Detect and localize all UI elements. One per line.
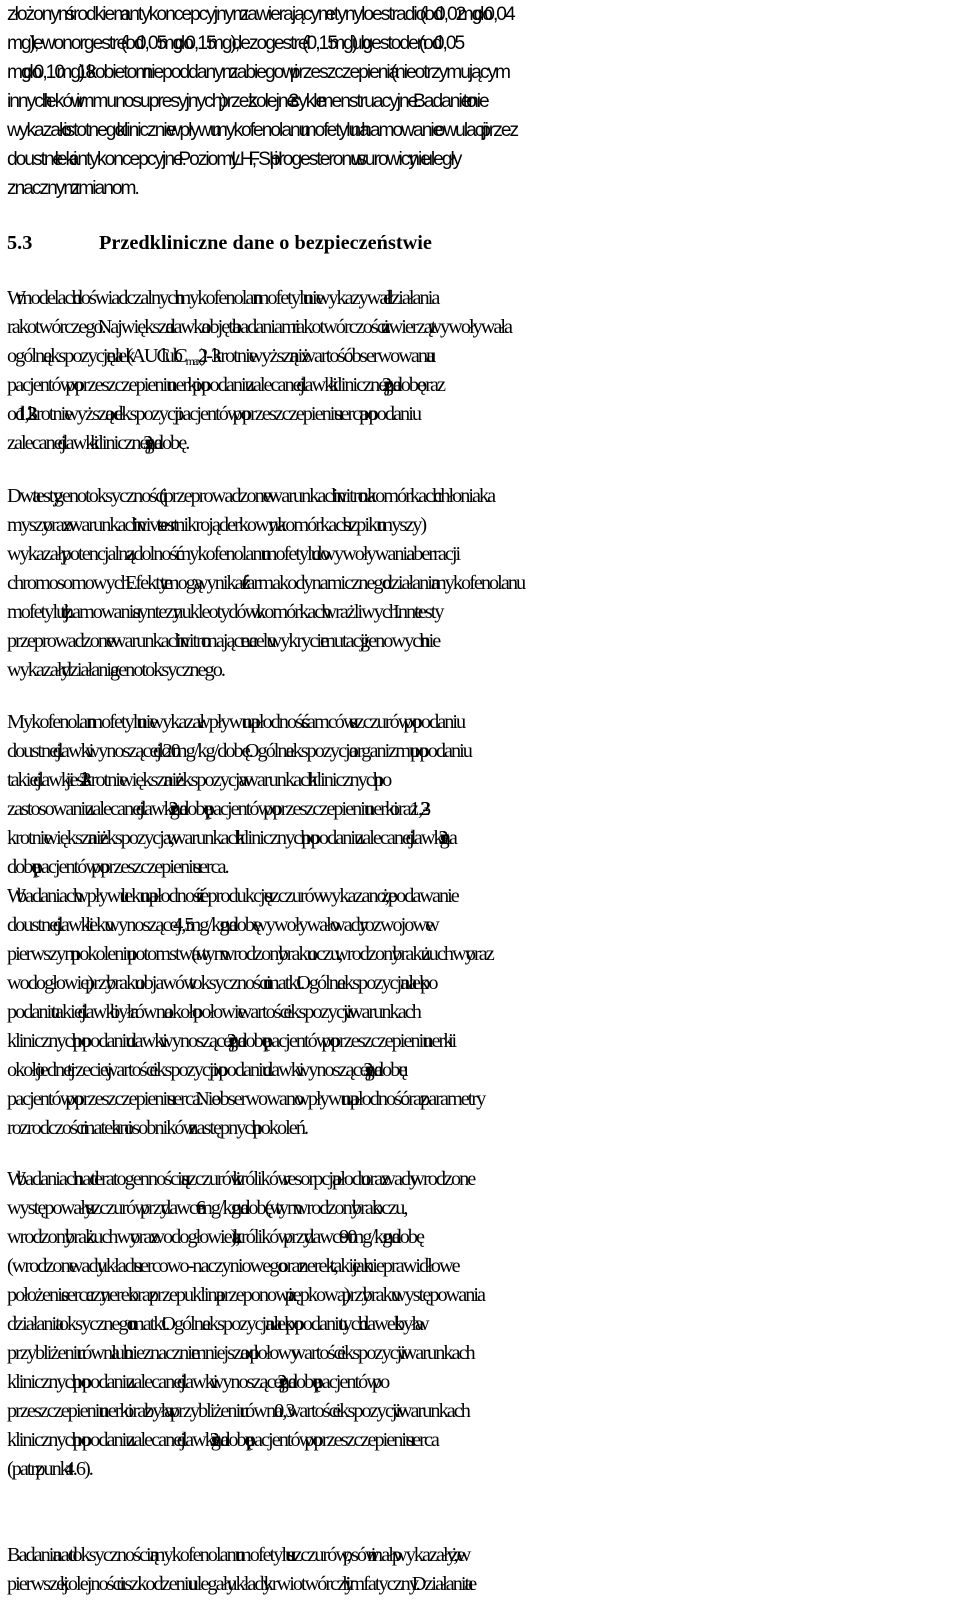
paragraph-reproduction [7,882,955,1143]
text-line: położenie serca czy nerek oraz przepuklina przeponowa i pępkowa) przy braku występowania [7,1284,485,1306]
text-line: krotnie większa niż ekspozycja, w warunkach klinicznych po podaniu zalecanej dawki 3 g na [7,827,456,849]
text-line: pierwszej kolejności uszkodzeniu ulegały układy krwiotwórczy i limfatyczny. Działania te [7,1573,476,1595]
text-line: Badania nad toksycznością mykofenolanu mofetylu u szczurów, psów i małp wykazały, że w [7,1544,470,1566]
text-line: wykazały działania genotoksycznego. [7,659,224,681]
text-line: pierwszym pokoleniu potomstwa (w tym wrodzony braku oczu, wrodzony braku żuchwy oraz [7,943,493,965]
text-line: innych leków immunosupresyjnych) przez kolejne 3 cykle menstruacyjne. Badanie to nie [7,91,488,112]
text-fragment: ogólną ekspozycję na lek (AUC lub C [7,345,186,367]
text-line: Dwa testy genotoksyczności (przeprowadzone w warunkach in vitro na komórkach chłoniaka [7,485,495,507]
text-line: przeszczepieniu nerki oraz była w przybliżeniu równa 0,3 wartości ekspozycji w warunkach [7,1400,469,1422]
paragraph-fertility [7,708,955,882]
text-line: od 1,3 - 2 krotnie wyższą od ekspozycji pacjentów po przeszczepieniu serca po podaniu [7,403,420,425]
text-line: wrodzony brak żuchwy oraz wodogłowie), a u królików przy dawce 90 mg/kg na dobę [7,1226,424,1248]
text-fragment: ) 2-3 krotnie wyższą niż wartość obserwowana u [200,345,435,367]
text-line: mofetylu, tj. z hamowania syntezy nukleotydów w komórkach wrażliwych. Inne testy [7,601,443,623]
text-line: (wrodzone wady układu sercowo-naczyniowego oraz nerek, takie jak nieprawidłowe [7,1255,459,1277]
subscript-max: max [185,354,201,368]
text-line: W modelach doświadczalnych mykofenolan mofetylu nie wykazywał działania [7,287,439,309]
section-heading [7,229,432,258]
text-line: rakotwórczego. Największa dawka objęta badaniami rakotwórczości u zwierząt wywoływała [7,316,512,338]
text-line: pacjentów po przeszczepieniu serca. Nie obserwowano wpływu na płodność oraz parametry [7,1088,485,1110]
text-line: doustnej dawki wynoszącej do 20 mg/kg/dobę. Ogólna ekspozycja organizmu po podaniu [7,740,471,762]
section-title: Przedkliniczne dane o bezpieczeństwie [99,232,432,254]
text-line: mg), lewonorgestrel (od 0,05 mg do 0,15 mg), dezogestrel (0,15 mg) lub gestoden (od 0,05 [7,33,464,54]
text-line: Mykofenolan mofetylu nie wykazał wpływu na płodność samców u szczurów po podaniu [7,711,465,733]
section-number: 5.3 [7,232,33,254]
text-line: rozrodczości matek ani osobników z następnych pokoleń. [7,1117,308,1139]
text-line: mg do 0,10 mg) 18 kobietom niepoddanym zabiegowi przeszczepienia (nieotrzymującym [7,62,510,83]
text-line: takiej dawki jest 2 – 3 krotnie większa niż ekspozycja w warunkach klinicznych po [7,769,391,791]
text-line: W badaniach nad teratogennością u szczurów i królików resorpcja płodu oraz wady wrodzone [7,1168,475,1190]
text-line: wykazało istotnego klinicznie wpływu mykofenolanu mofetylu na hamowanie owulacji przez [7,120,518,141]
text-line: klinicznych po podaniu zalecanej dawki wynoszącej 2 g na dobę u pacjentów po [7,1371,389,1393]
text-line: wykazały potencjalną zdolność mykofenolanu mofetylu do wywoływania aberracji [7,543,460,565]
text-line: około jednej trzeciej wartości ekspozycji po podaniu dawki wynoszącej 3 g na dobę u [7,1059,407,1081]
paragraph-toxicity [7,1541,955,1599]
text-line: klinicznych po podaniu dawki wynoszącej 2 g na dobę u pacjentów po przeszczepieniu nerki i [7,1030,452,1052]
text-line: przybliżeniu równa lub nieznacznie mniejsza od połowy wartości ekspozycji w warunkach [7,1342,474,1364]
text-line: przeprowadzone w warunkach in vitro mające na celu wykrycie mutacji genowych nie [7,630,440,652]
paragraph-genotoxicity [7,482,955,685]
text-line: myszy oraz w warunkach in vivo - test mikrojąderkowy na komórkach szpiku myszy) [7,514,426,536]
text-line: dobę u pacjentów po przeszczepieniu serca. [7,856,228,878]
text-line: podaniu takiej dawki była równa około połowie wartości ekspozycji w warunkach [7,1001,420,1023]
text-line: znacznym zmianom. [7,178,138,199]
text-line: działania toksycznego u matki. Ogólna ekspozycja na lek po podaniu tych dawek była w [7,1313,428,1335]
text-line: wodogłowie) przy braku objawów toksyczności u matki. Ogólna ekspozycja na lek po [7,972,437,994]
text-line: W badaniach wpływu leku na płodność i reprodukcję u szczurów wykazano, że podawanie [7,885,458,907]
text-line: zastosowaniu zalecanej dawki 2 g na dobę u pacjentów po przeszczepieniu nerki oraz 1,3 - 2 [7,798,429,820]
text-line: doustne leki antykoncepcyjne. Poziomy LH, FSH i progesteronu w surowicy nie uległy [7,149,461,170]
text-line: występowały u szczurów przy dawce 6 mg/kg na dobę (w tym wrodzony brak oczu, [7,1197,407,1219]
text-line: pacjentów po przeszczepieniu nerki po podaniu zalecanej dawki klinicznej 2 g na dobę oraz [7,374,445,396]
text-line: zalecanej dawki klinicznej 3 g na dobę. [7,432,189,454]
paragraph-carcinogenicity [7,284,955,458]
text-line: (patrz punkt 4.6). [7,1458,92,1480]
text-line: złożonym środkiem antykoncepcyjnym zawierającym etynyloestradiol (od 0,02 mg do 0,04 [7,4,514,25]
text-line: doustnej dawki leku wynoszącej 4,5 mg/kg na dobę wywoływało wady rozwojowe w [7,914,438,936]
text-line: klinicznych po podaniu zalecanej dawki 3 g na dobę u pacjentów po przeszczepieniu serca [7,1429,438,1451]
paragraph-intro [7,0,955,203]
text-line: chromosomowych. Efekty te mogą wynikać z farmakodynamicznego działania mykofenolanu [7,572,525,594]
paragraph-teratogenicity [7,1165,955,1484]
text-line [7,342,955,371]
